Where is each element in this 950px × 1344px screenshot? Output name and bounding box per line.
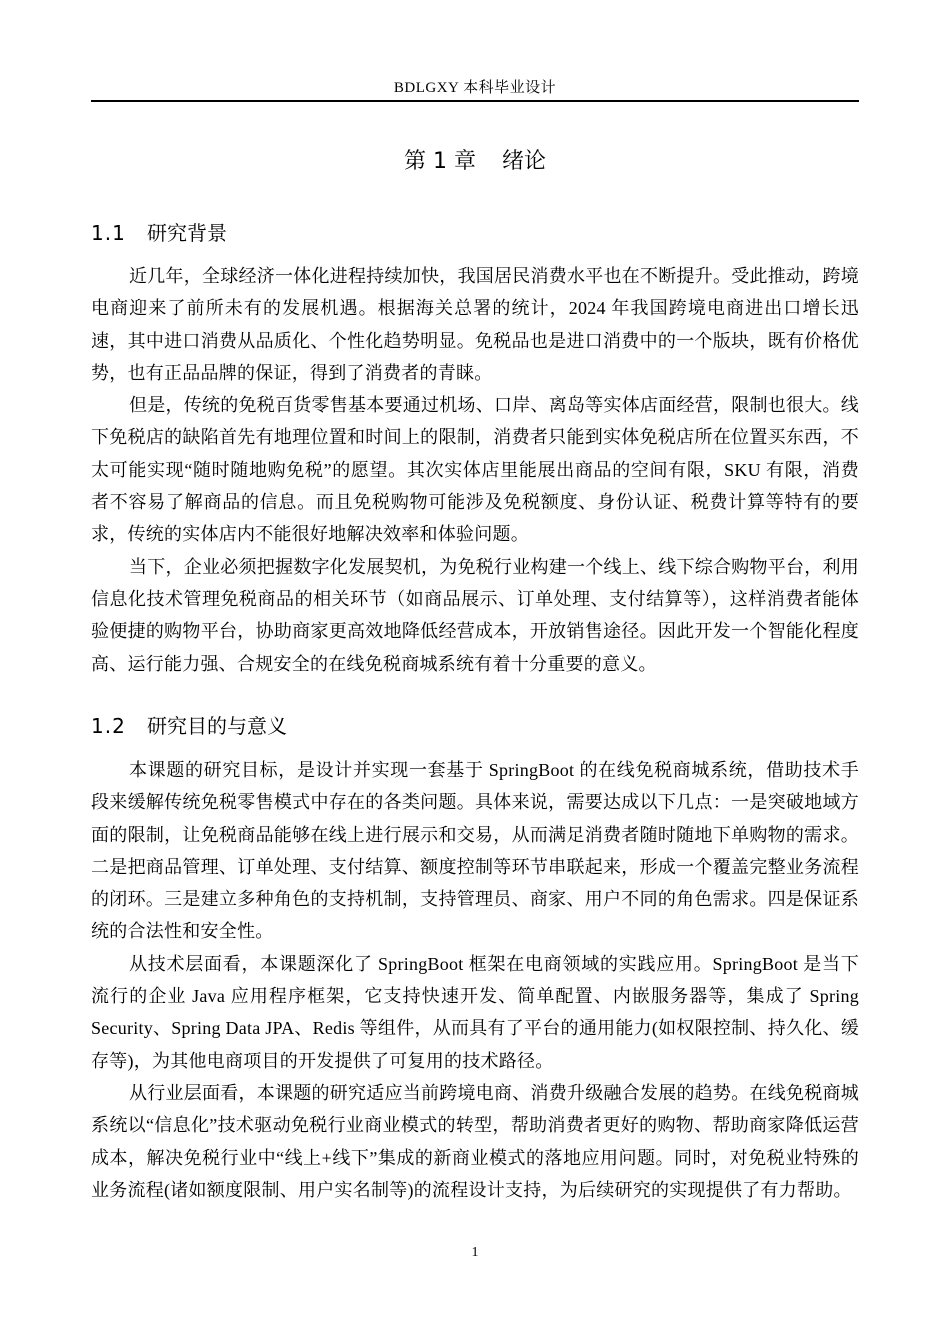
- heading-spacer: [91, 248, 859, 260]
- section-title: 研究目的与意义: [147, 714, 287, 738]
- paragraph: 但是，传统的免税百货零售基本要通过机场、口岸、离岛等实体店面经营，限制也很大。线下免税店的缺陷首先有地理位置和时间上的限制，消费者只能到实体免税店所在位置买东西，不太可能实现“随时随地购免税”的愿望。其次实体店里能展出商品的空间有限，SKU 有限，消费者不容易了解商品的信息。而且免税购物可能涉及免税额度、身份认证、税费计算等特有的要求，传统的实体店内不能很好地解决效率和体验问题。: [91, 395, 859, 545]
- heading-spacer: [91, 741, 859, 754]
- chapter-title: [91, 146, 859, 178]
- chapter-number: 第 1 章: [404, 149, 476, 174]
- header-rule: [91, 100, 859, 102]
- section-heading: [91, 711, 859, 741]
- section-number: 1.2: [91, 714, 126, 738]
- paragraph: 从技术层面看，本课题深化了 SpringBoot 框架在电商领域的实践应用。SpringBoot 是当下流行的企业 Java 应用程序框架，它支持快速开发、简单配置、内嵌服务器等，集成了 Spring Security、Spring Data JPA、Redis 等组件，从而具有了平台的通用能力(如权限控制、持久化、缓存等)，为其他电商项目的开发提供了可复用的技术路径。: [91, 953, 859, 1071]
- paragraph: 从行业层面看，本课题的研究适应当前跨境电商、消费升级融合发展的趋势。在线免税商城系统以“信息化”技术驱动免税行业商业模式的转型，帮助消费者更好的购物、帮助商家降低运营成本，解决免税行业中“线上+线下”集成的新商业模式的落地应用问题。同时，对免税业特殊的业务流程(诸如额度限制、用户实名制等)的流程设计支持，为后续研究的实现提供了有力帮助。: [91, 1082, 859, 1200]
- paragraph: 本课题的研究目标，是设计并实现一套基于 SpringBoot 的在线免税商城系统，借助技术手段来缓解传统免税零售模式中存在的各类问题。具体来说，需要达成以下几点：一是突破地域方面的限制，让免税商品能够在线上进行展示和交易，从而满足消费者随时随地下单购物的需求。二是把商品管理、订单处理、支付结算、额度控制等环节串联起来，形成一个覆盖完整业务流程的闭环。三是建立多种角色的支持机制，支持管理员、商家、用户不同的角色需求。四是保证系统的合法性和安全性。: [91, 760, 859, 942]
- section-heading: [91, 218, 859, 248]
- section-title: 研究背景: [147, 221, 227, 245]
- paragraph: 当下，企业必须把握数字化发展契机，为免税行业构建一个线上、线下综合购物平台，利用信息化技术管理免税商品的相关环节（如商品展示、订单处理、支付结算等），这样消费者能体验便捷的购物平台，协助商家更高效地降低经营成本，开放销售途径。因此开发一个智能化程度高、运行能力强、合规安全的在线免税商城系统有着十分重要的意义。: [91, 556, 859, 674]
- page-number: 1: [471, 1245, 479, 1260]
- chapter-name: 绪论: [501, 149, 546, 174]
- paragraph: 近几年，全球经济一体化进程持续加快，我国居民消费水平也在不断提升。受此推动，跨境电商迎来了前所未有的发展机遇。根据海关总署的统计，2024 年我国跨境电商进出口增长迅速，其中进口消费从品质化、个性化趋势明显。免税品也是进口消费中的一个版块，既有价格优势，也有正品品牌的保证，得到了消费者的青睐。: [91, 266, 859, 383]
- section-number: 1.1: [91, 221, 126, 245]
- section-research-background: [91, 218, 859, 680]
- page-header: BDLGXY 本科毕业设计: [393, 80, 557, 96]
- section-research-purpose: [91, 711, 859, 1206]
